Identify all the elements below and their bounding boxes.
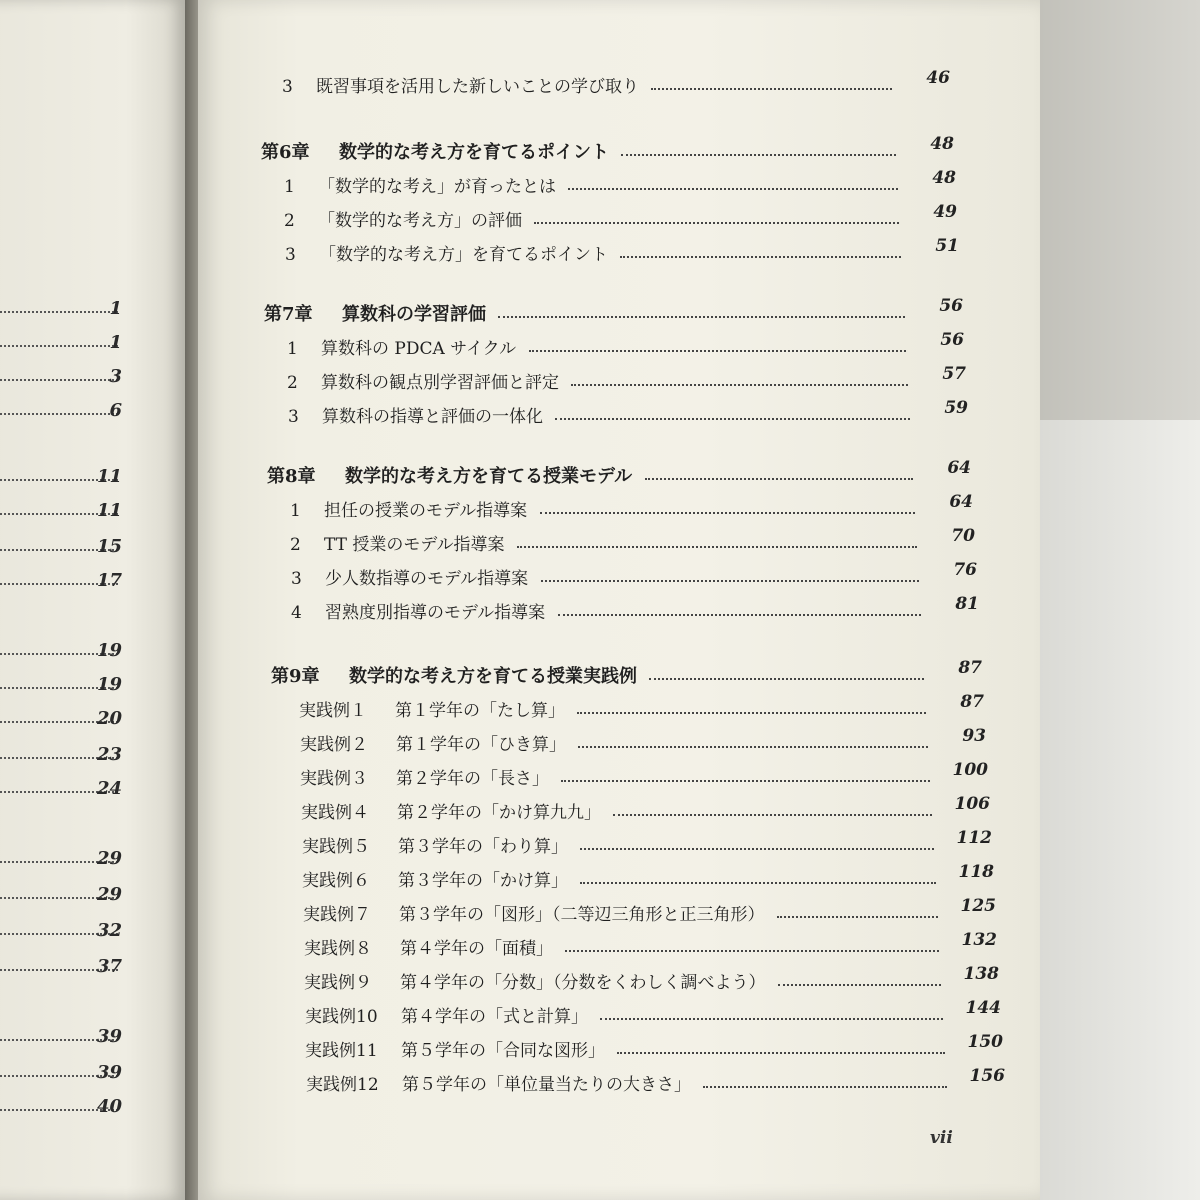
toc-page-number: 81 [955, 594, 979, 614]
left-page-entry [0, 1026, 170, 1054]
toc-entry-text [304, 934, 553, 959]
leader-dots [617, 1052, 945, 1054]
left-page-entry [0, 920, 170, 948]
leader-dots [565, 950, 939, 952]
toc-practice-entry [303, 896, 1004, 932]
toc-entry-text [302, 832, 568, 857]
toc-entry-title: 第３学年の「わり算」 [398, 837, 568, 857]
toc-entry-label: 実践例10 [305, 1007, 378, 1027]
toc-entry-title: 第４学年の「式と計算」 [401, 1007, 588, 1027]
toc-section-entry [291, 594, 987, 630]
toc-page-number: 138 [963, 964, 999, 984]
toc-section-entry [290, 526, 983, 562]
left-page-number: 15 [96, 536, 122, 557]
leader-dots [517, 546, 917, 548]
left-page-entry [0, 500, 170, 528]
left-page-entry [0, 778, 170, 806]
background-paper [1030, 420, 1200, 1200]
left-page-number: 29 [96, 848, 122, 869]
toc-section-entry [285, 236, 967, 272]
toc-entry-label: 第6章 [261, 142, 310, 163]
toc-page-number: 59 [944, 398, 968, 418]
left-page-number: 19 [96, 640, 122, 661]
toc-entry-label: 3 [288, 407, 299, 427]
leader-dots [703, 1086, 947, 1088]
left-page-number: 40 [96, 1096, 122, 1117]
toc-entry-label: 実践例８ [304, 939, 372, 959]
toc-entry-label: 実践例９ [304, 973, 372, 993]
toc-entry-text [288, 402, 543, 427]
toc-practice-entry [304, 964, 1007, 1000]
toc-entry-title: 第４学年の「分数」（分数をくわしく調べよう） [400, 973, 766, 993]
toc-section-entry [282, 68, 958, 104]
toc-entry-title: 第３学年の「図形」（二等辺三角形と正三角形） [399, 905, 765, 925]
left-page-entry [0, 708, 170, 736]
left-page-number: 39 [96, 1026, 122, 1047]
toc-page-number: 48 [930, 134, 954, 154]
toc-entry-title: 算数科の観点別学習評価と評定 [321, 373, 559, 393]
toc-page-number: 48 [932, 168, 956, 188]
toc-section-entry [287, 330, 972, 366]
toc-entry-text [291, 564, 528, 589]
left-page-number: 19 [96, 674, 122, 695]
left-page-entry [0, 1096, 170, 1124]
left-page-number: 24 [96, 778, 122, 799]
left-page-number: 11 [96, 500, 122, 521]
toc-entry-title: 「数学的な考え方」の評価 [318, 211, 522, 231]
toc-entry-label: 1 [287, 339, 298, 359]
toc-entry-title: 数学的な考え方を育てるポイント [339, 142, 609, 163]
toc-entry-text [284, 172, 556, 197]
toc-entry-label: 実践例６ [302, 871, 370, 891]
toc-entry-title: 数学的な考え方を育てる授業実践例 [349, 666, 637, 687]
left-page-entry [0, 640, 170, 668]
toc-page-number: 100 [952, 760, 988, 780]
toc-chapter [264, 296, 971, 332]
leader-dots [649, 678, 924, 680]
toc-chapter [261, 134, 962, 170]
toc-entry-text [302, 866, 568, 891]
toc-entry-label: 4 [291, 603, 302, 623]
toc-entry-title: TT 授業のモデル指導案 [324, 535, 505, 555]
left-page-entry [0, 1062, 170, 1090]
leader-dots [555, 418, 910, 420]
leader-dots [534, 222, 899, 224]
toc-entry-label: 実践例２ [300, 735, 368, 755]
toc-page-number: 93 [962, 726, 986, 746]
toc-entry-label: 2 [284, 211, 295, 231]
toc-entry-text [304, 968, 766, 993]
left-page-entry [0, 366, 170, 394]
toc-section-entry [284, 168, 964, 204]
toc-page-number: 46 [926, 68, 950, 88]
toc-entry-title: 第５学年の「合同な図形」 [401, 1041, 605, 1061]
toc-page-number: 76 [953, 560, 977, 580]
toc-entry-text [305, 1002, 588, 1027]
toc-page-number: 87 [958, 658, 982, 678]
left-page-number: 3 [109, 366, 122, 387]
toc-entry-title: 第１学年の「たし算」 [395, 701, 565, 721]
left-page [0, 0, 185, 1200]
toc-entry-title: 第２学年の「かけ算九九」 [397, 803, 601, 823]
left-page-number: 6 [109, 400, 122, 421]
toc-entry-title: 算数科の学習評価 [342, 304, 486, 325]
toc-entry-title: 「数学的な考え方」を育てるポイント [319, 245, 608, 265]
leader-dots [558, 614, 921, 616]
book-gutter [185, 0, 199, 1200]
leader-dots [620, 256, 901, 258]
toc-entry-text [290, 496, 527, 521]
left-page-entry [0, 466, 170, 494]
toc-page-number: 156 [969, 1066, 1005, 1086]
toc-page-number: 132 [961, 930, 997, 950]
leader-dots [568, 188, 898, 190]
toc-practice-entry [302, 828, 1000, 864]
leader-dots [777, 916, 938, 918]
toc-entry-text [300, 764, 549, 789]
left-page-number: 23 [96, 744, 122, 765]
toc-page-number: 56 [939, 296, 963, 316]
toc-page-number: 56 [940, 330, 964, 350]
toc-entry-text [291, 598, 545, 623]
left-page-entry [0, 536, 170, 564]
left-page-number: 32 [96, 920, 122, 941]
toc-practice-entry [305, 998, 1009, 1034]
toc-page-number: 57 [942, 364, 966, 384]
toc-entry-title: 第２学年の「長さ」 [396, 769, 549, 789]
toc-entry-label: 実践例11 [305, 1041, 378, 1061]
toc-entry-title: 第５学年の「単位量当たりの大きさ」 [402, 1075, 691, 1095]
toc-practice-entry [301, 794, 998, 830]
toc-entry-text [287, 334, 516, 359]
left-page-number: 39 [96, 1062, 122, 1083]
left-page-entry [0, 332, 170, 360]
toc-entry-text [264, 300, 486, 326]
leader-dots [613, 814, 932, 816]
toc-entry-label: 実践例３ [300, 769, 368, 789]
left-page-number: 1 [109, 332, 122, 353]
left-page-number: 20 [96, 708, 122, 729]
page-folio: vii [930, 1128, 953, 1148]
toc-entry-text [282, 72, 639, 97]
toc-entry-text [301, 798, 601, 823]
toc-entry-label: 第9章 [271, 666, 320, 687]
toc-entry-label: 3 [291, 569, 302, 589]
toc-entry-label: 実践例１ [299, 701, 367, 721]
leader-dots [580, 848, 934, 850]
toc-practice-entry [306, 1066, 1013, 1102]
toc-practice-entry [299, 692, 992, 728]
leader-dots [577, 712, 926, 714]
toc-chapter [267, 458, 979, 494]
toc-entry-title: 少人数指導のモデル指導案 [325, 569, 529, 589]
left-page-number: 29 [96, 884, 122, 905]
toc-practice-entry [302, 862, 1002, 898]
toc-page-number: 87 [960, 692, 984, 712]
toc-entry-title: 習熟度別指導のモデル指導案 [325, 603, 546, 623]
toc-page-number: 51 [935, 236, 959, 256]
toc-practice-entry [304, 930, 1005, 966]
left-page-entry [0, 744, 170, 772]
toc-page-number: 106 [954, 794, 990, 814]
left-page-entry [0, 298, 170, 326]
leader-dots [571, 384, 908, 386]
toc-entry-title: 既習事項を活用した新しいことの学び取り [316, 77, 639, 97]
toc-entry-label: 実践例４ [301, 803, 369, 823]
toc-page-number: 150 [967, 1032, 1003, 1052]
toc-entry-label: 2 [287, 373, 298, 393]
leader-dots [645, 478, 913, 480]
toc-entry-text [267, 462, 632, 488]
toc-practice-entry [300, 726, 994, 762]
left-page-entry [0, 570, 170, 598]
toc-entry-text [300, 730, 566, 755]
toc-page-number: 64 [949, 492, 973, 512]
toc-section-entry [290, 492, 981, 528]
left-page-entry [0, 956, 170, 984]
toc-entry-label: 実践例７ [303, 905, 371, 925]
toc-page-number: 125 [960, 896, 996, 916]
left-page-entry [0, 400, 170, 428]
left-page-entry [0, 884, 170, 912]
left-page-number: 11 [96, 466, 122, 487]
left-page-entry [0, 674, 170, 702]
left-page-number: 17 [96, 570, 122, 591]
toc-entry-label: 1 [290, 501, 301, 521]
right-page-toc [198, 0, 1040, 1200]
toc-entry-text [271, 662, 637, 688]
toc-entry-title: 「数学的な考え」が育ったとは [318, 177, 556, 197]
leader-dots [541, 580, 919, 582]
toc-entry-title: 算数科の PDCA サイクル [321, 339, 517, 359]
toc-entry-label: 3 [285, 245, 296, 265]
left-page-number: 1 [109, 298, 122, 319]
leader-dots [651, 88, 892, 90]
leader-dots [561, 780, 930, 782]
toc-entry-title: 第４学年の「面積」 [400, 939, 553, 959]
left-page-number: 37 [96, 956, 122, 977]
toc-entry-label: 3 [282, 77, 293, 97]
toc-entry-title: 算数科の指導と評価の一体化 [322, 407, 543, 427]
toc-page-number: 144 [965, 998, 1001, 1018]
toc-page-number: 64 [947, 458, 971, 478]
leader-dots [529, 350, 906, 352]
toc-entry-title: 数学的な考え方を育てる授業モデル [345, 466, 633, 487]
toc-section-entry [291, 560, 985, 596]
leader-dots [580, 882, 936, 884]
toc-entry-label: 1 [284, 177, 295, 197]
leader-dots [540, 512, 915, 514]
leader-dots [600, 1018, 943, 1020]
toc-practice-entry [300, 760, 996, 796]
toc-entry-label: 実践例12 [306, 1075, 379, 1095]
leader-dots [498, 316, 905, 318]
toc-entry-text [306, 1070, 691, 1095]
toc-page-number: 70 [951, 526, 975, 546]
toc-entry-label: 実践例５ [302, 837, 370, 857]
toc-page-number: 118 [958, 862, 994, 882]
toc-entry-text [287, 368, 559, 393]
toc-entry-label: 2 [290, 535, 301, 555]
toc-practice-entry [305, 1032, 1011, 1068]
toc-entry-label: 第7章 [264, 304, 313, 325]
toc-page-number: 112 [956, 828, 992, 848]
toc-chapter [271, 658, 990, 694]
toc-entry-text [290, 530, 505, 555]
toc-entry-text [299, 696, 565, 721]
leader-dots [578, 746, 928, 748]
toc-entry-title: 第３学年の「かけ算」 [398, 871, 568, 891]
toc-entry-text [305, 1036, 605, 1061]
toc-section-entry [284, 202, 965, 238]
left-page-entry [0, 848, 170, 876]
toc-entry-title: 第１学年の「ひき算」 [396, 735, 566, 755]
toc-page-number: 49 [933, 202, 957, 222]
leader-dots [778, 984, 941, 986]
toc-section-entry [287, 364, 974, 400]
toc-entry-text [285, 240, 608, 265]
toc-section-entry [288, 398, 976, 434]
toc-entry-text [303, 900, 765, 925]
toc-entry-label: 第8章 [267, 466, 316, 487]
leader-dots [621, 154, 896, 156]
toc-entry-title: 担任の授業のモデル指導案 [324, 501, 528, 521]
toc-entry-text [261, 138, 609, 164]
toc-entry-text [284, 206, 522, 231]
